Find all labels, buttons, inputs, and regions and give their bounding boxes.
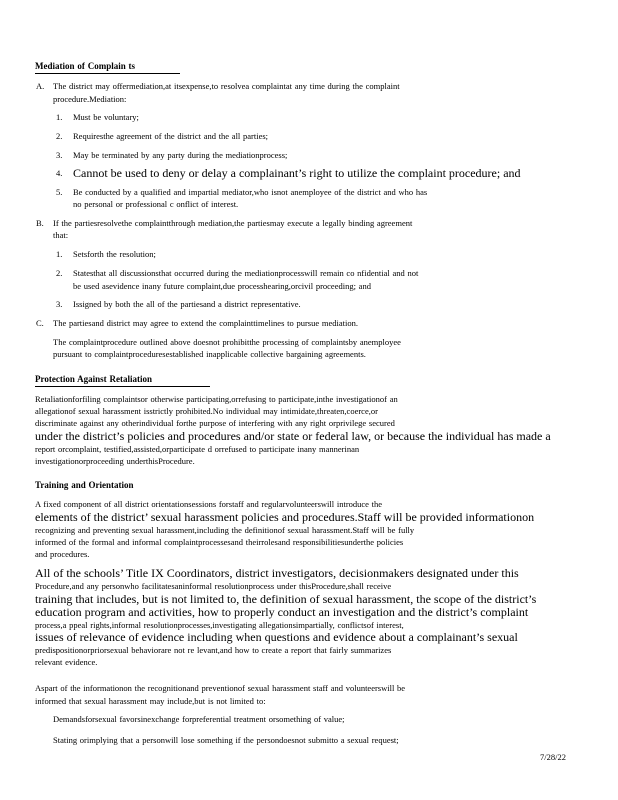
paragraph-line: process,a ppeal rights,informal resolutionprocesses,investigating allegationsimpartially, conflictsof interest, xyxy=(35,620,404,630)
paragraph-line: report orcomplaint, testified,assisted,orparticipate d orrefused to participate inany mannerinan xyxy=(35,444,360,454)
heading-underline xyxy=(35,386,210,387)
sub-marker: 5. xyxy=(56,187,63,197)
list-item: Be conducted by a qualified and impartial mediator,who isnot anemployee of the district and who has xyxy=(73,187,428,197)
sub-marker: 3. xyxy=(56,299,63,309)
list-item: May be terminated by any party during the mediationprocess; xyxy=(73,150,288,160)
paragraph-line: pursuant to complaintproceduresestablished inapplicable collective bargaining agreements. xyxy=(53,349,366,359)
paragraph-line: elements of the district’ sexual harassment policies and procedures.Staff will be provided informationon xyxy=(35,510,535,524)
item-marker: A. xyxy=(36,81,45,91)
bullet-icon xyxy=(35,715,42,724)
paragraph-line: discriminate against any otherindividual forthe purpose of interfering with any right orprivilege secured xyxy=(35,418,395,428)
footer-date: 7/28/22 xyxy=(540,752,566,762)
list-item: Must be voluntary; xyxy=(73,112,139,122)
paragraph-line: The district may offermediation,at itsexpense,to resolvea complaintat any time during the complaint xyxy=(53,81,400,91)
sub-marker: 4. xyxy=(56,168,63,178)
list-item: Issigned by both the all of the partiesand a district representative. xyxy=(73,299,301,309)
paragraph-line: Procedure,and any personwho facilitatesaninformal resolutionprocess under thisProcedure,shall receive xyxy=(35,581,392,591)
paragraph-line: procedure.Mediation: xyxy=(53,94,127,104)
paragraph-line: that: xyxy=(53,230,69,240)
paragraph-line: under the district’s policies and procedures and/or state or federal law, or because the individual has made a xyxy=(35,429,551,443)
list-item: Setsforth the resolution; xyxy=(73,249,156,259)
paragraph-line: relevant evidence. xyxy=(35,657,98,667)
item-marker: B. xyxy=(36,218,44,228)
item-marker: C. xyxy=(36,318,44,328)
paragraph-line: If the partiesresolvethe complaintthrough mediation,the partiesmay execute a legally binding agreement xyxy=(53,218,413,228)
sub-marker: 2. xyxy=(56,268,63,278)
paragraph-line: education program and activities, how to properly conduct an investigation and the district’s complaint xyxy=(35,605,529,619)
paragraph-line: Aspart of the informationon the recognitionand preventionof sexual harassment staff and volunteerswill be xyxy=(35,683,406,693)
list-item: be used asevidence inany future complaint,due processhearing,orcivil proceeding; and xyxy=(73,281,371,291)
paragraph-line: informed of the formal and informal complaintprocessesand theirrolesand responsibilitiesunderthe policies xyxy=(35,537,404,547)
bullet-icon xyxy=(35,736,42,745)
paragraph-line: training that includes, but is not limited to, the definition of sexual harassment, the scope of the district’s xyxy=(35,592,537,606)
paragraph-line: A fixed component of all district orientationsessions forstaff and regularvolunteerswill introduce the xyxy=(35,499,383,509)
paragraph-line: and procedures. xyxy=(35,549,90,559)
list-item: Cannot be used to deny or delay a complainant’s right to utilize the complaint procedure; and xyxy=(73,166,521,180)
paragraph-line: All of the schools’ Title IX Coordinators, district investigators, decisionmakers designated under this xyxy=(35,566,519,580)
paragraph-line: The partiesand district may agree to extend the complainttimelines to pursue mediation. xyxy=(53,318,358,328)
list-item: Requiresthe agreement of the district and the all parties; xyxy=(73,131,269,141)
paragraph-line: issues of relevance of evidence including when questions and evidence about a complainant’s sexual xyxy=(35,630,518,644)
paragraph-line: allegationof sexual harassment isstrictly prohibited.No individual may intimidate,threaten,coerce,or xyxy=(35,406,378,416)
sub-marker: 1. xyxy=(56,249,63,259)
paragraph-line: The complaintprocedure outlined above doesnot prohibitthe processing of complaintsby anemployee xyxy=(53,337,401,347)
list-item: Statesthat all discussionsthat occurred during the mediationprocesswill remain co nfidential and not xyxy=(73,268,419,278)
paragraph-line: recognizing and preventing sexual harassment,including the definitionof sexual harassment.Staff will be fully xyxy=(35,525,415,535)
paragraph-line: Retaliationforfiling complaintsor otherwise participating,orrefusing to participate,inthe investigationof an xyxy=(35,394,398,404)
paragraph-line: predispositionorpriorsexual behaviorare not re levant,and how to create a report that fairly summarizes xyxy=(35,645,392,655)
paragraph-line: informed that sexual harassment may include,but is not limited to: xyxy=(35,696,266,706)
retaliation-heading: Protection Against Retaliation xyxy=(35,374,153,384)
sub-marker: 1. xyxy=(56,112,63,122)
heading-underline xyxy=(35,73,180,74)
list-item: Stating orimplying that a personwill lose something if the persondoesnot submitto a sexual request; xyxy=(53,735,399,745)
sub-marker: 2. xyxy=(56,131,63,141)
list-item: no personal or professional c onflict of interest. xyxy=(73,199,239,209)
list-item: Demandsforsexual favorsinexchange forpreferential treatment orsomething of value; xyxy=(53,714,345,724)
mediation-heading: Mediation of Complain ts xyxy=(35,61,136,71)
paragraph-line: investigationorproceeding underthisProcedure. xyxy=(35,456,195,466)
training-heading: Training and Orientation xyxy=(35,480,134,490)
sub-marker: 3. xyxy=(56,150,63,160)
